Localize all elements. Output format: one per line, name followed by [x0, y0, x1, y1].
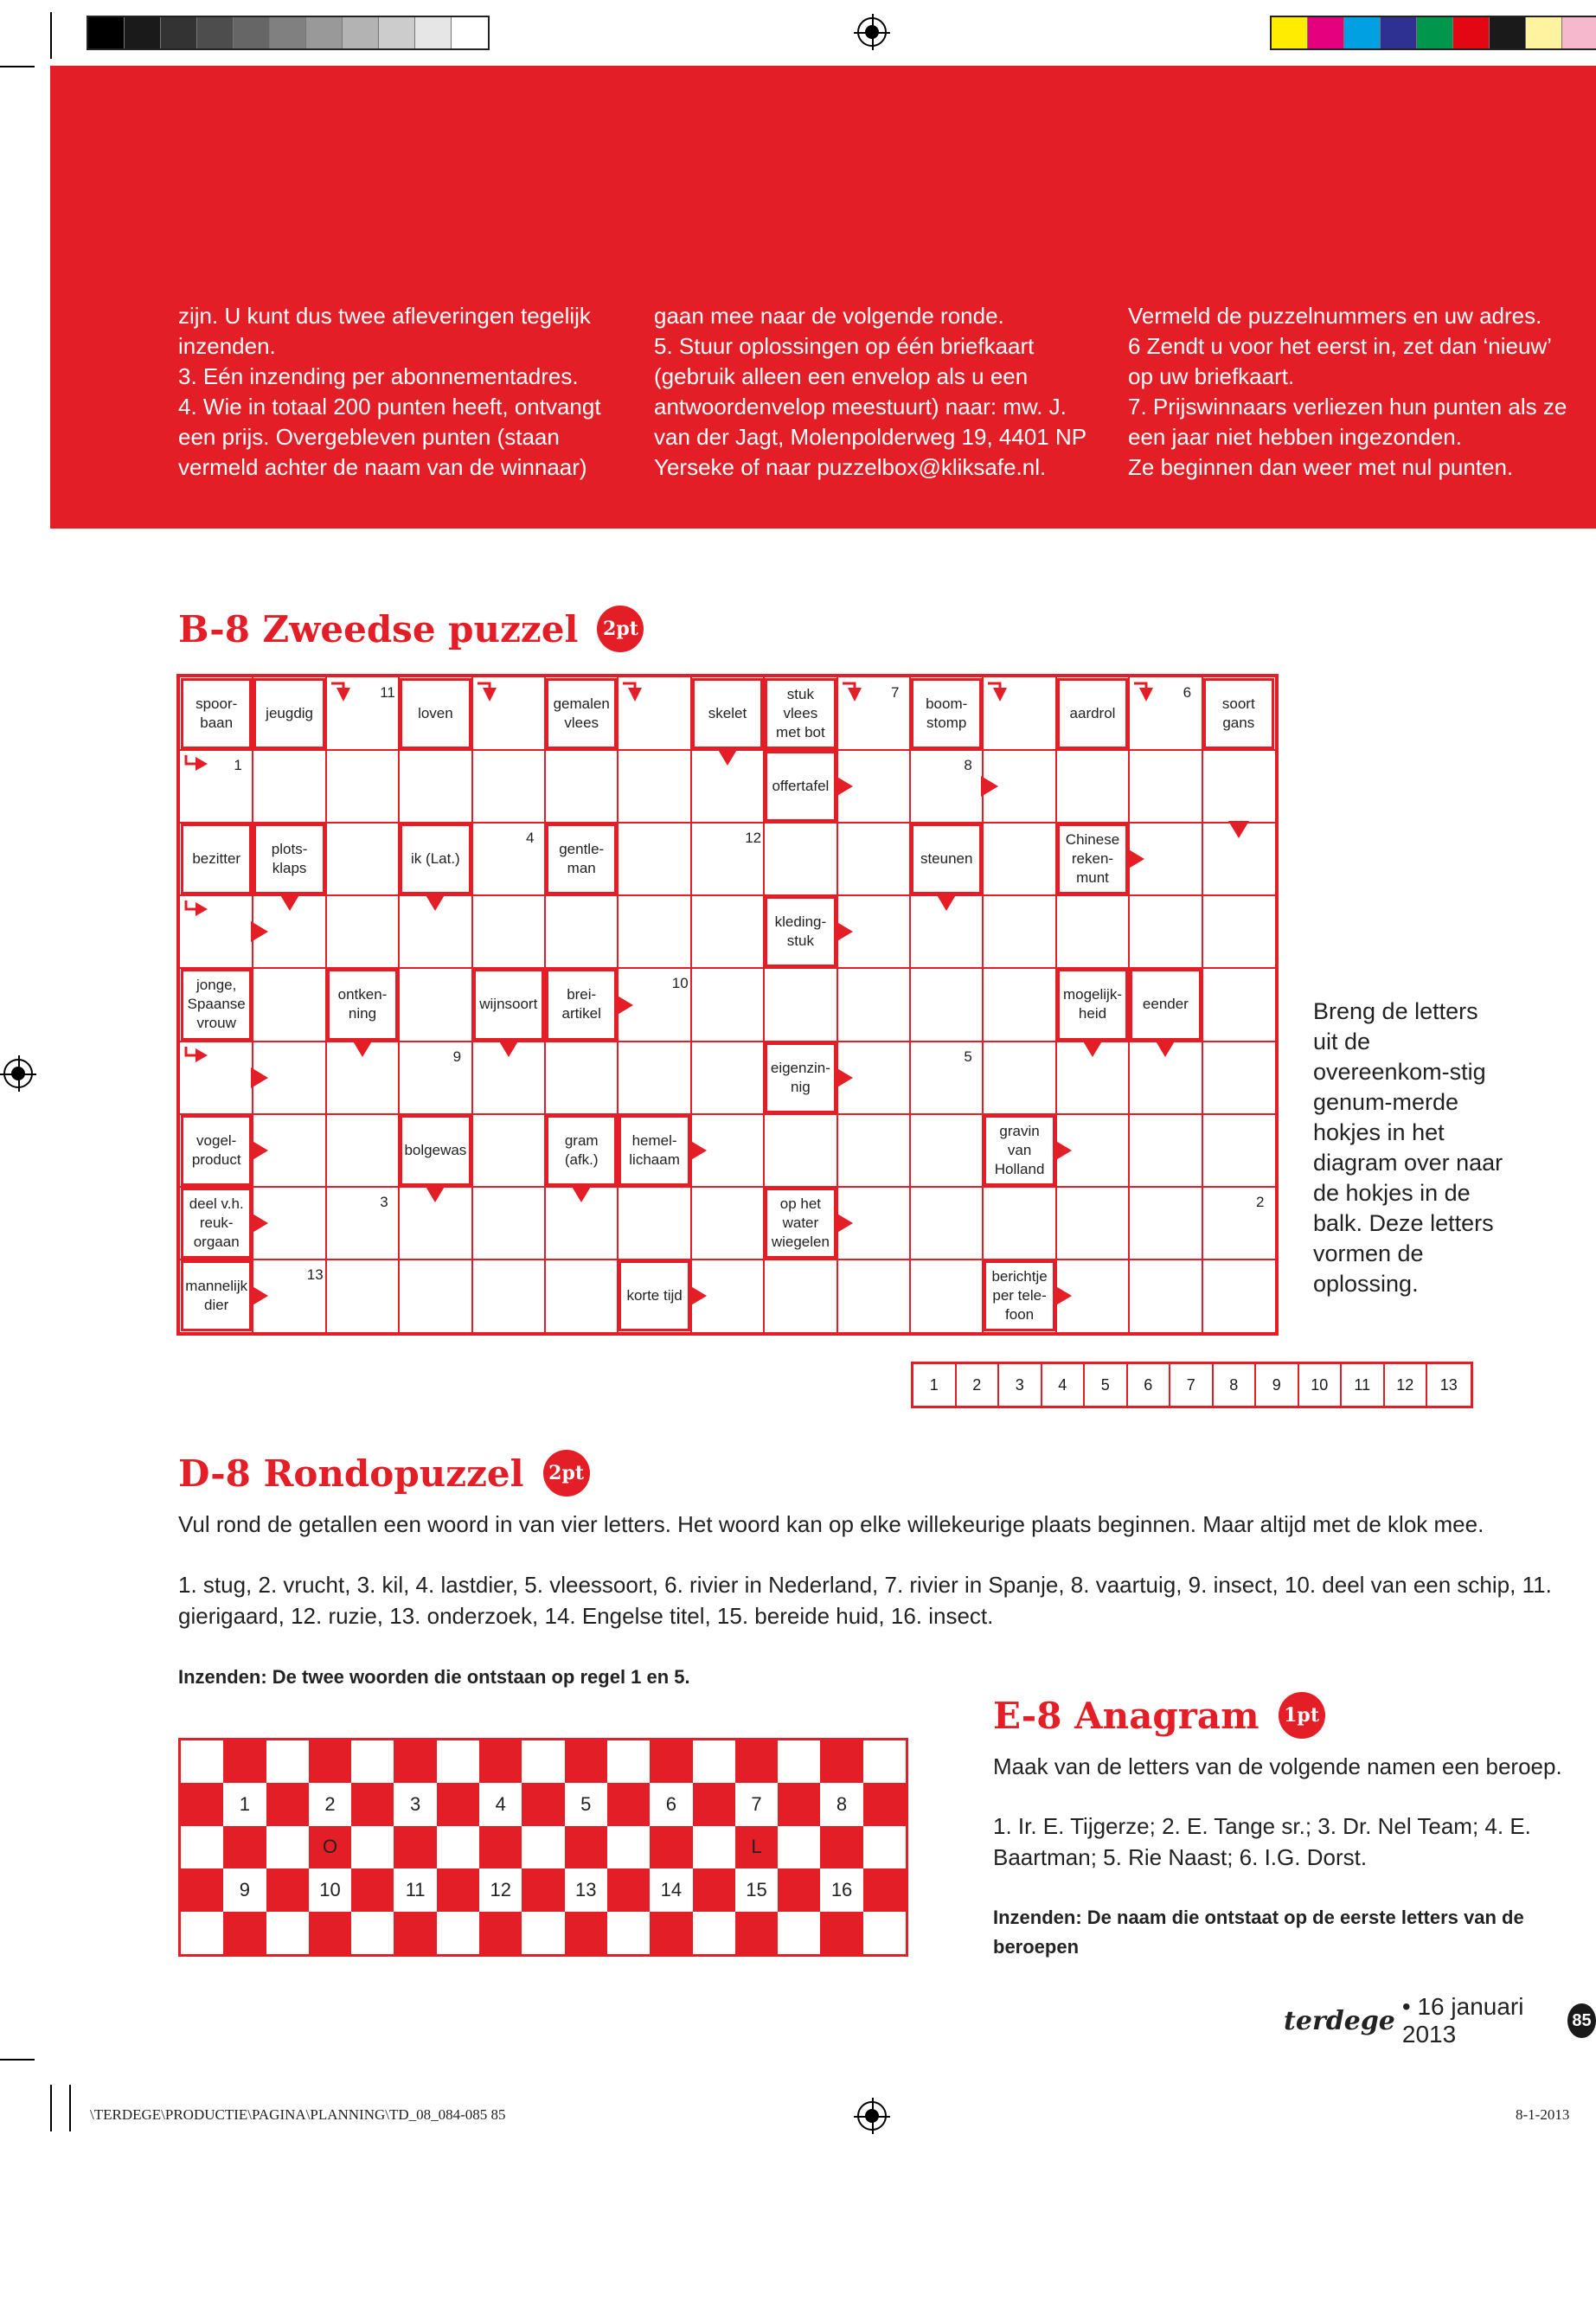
grid-line	[180, 1041, 1275, 1042]
rondo-red-cell	[863, 1868, 906, 1911]
rondo-red-cell	[437, 1783, 479, 1825]
arrow-down-icon	[498, 1040, 519, 1057]
rondo-cell: 1	[239, 1793, 251, 1816]
rondo-cell	[778, 1912, 820, 1954]
solution-bar	[911, 1362, 1473, 1408]
cell-number: 7	[891, 684, 900, 701]
rondo-cell	[863, 1740, 906, 1783]
bent-arrow-icon	[183, 753, 209, 776]
clue-cell: gravin van Holland	[984, 1115, 1054, 1186]
rondo-cell	[266, 1740, 309, 1783]
solution-cell: 3	[999, 1364, 1042, 1406]
rondo-cell: 9	[239, 1878, 251, 1900]
clue-cell: kleding- stuk	[765, 896, 836, 967]
rondo-red-cell	[565, 1740, 607, 1783]
rondo-cell: 7	[751, 1793, 762, 1816]
rondo-red-cell	[223, 1826, 266, 1868]
color-swatch	[1344, 17, 1381, 48]
points-badge: 2pt	[597, 606, 644, 652]
arrow-right-icon	[836, 921, 853, 942]
color-swatch	[197, 17, 234, 48]
rondo-red-cell	[181, 1868, 223, 1911]
arrow-right-icon	[836, 1213, 853, 1234]
issue-date: • 16 januari 2013	[1401, 1993, 1524, 2048]
cell-number: 10	[671, 975, 689, 992]
grid-line	[909, 677, 911, 1332]
rondo-cell	[863, 1912, 906, 1954]
clue-cell: loven	[400, 678, 471, 749]
crop-mark	[0, 66, 35, 67]
points-badge: 2pt	[543, 1450, 590, 1497]
rondo-cell: 12	[490, 1878, 511, 1900]
grid-line	[180, 1186, 1275, 1188]
clue-cell: brei- artikel	[546, 969, 617, 1040]
bent-arrow-icon	[183, 899, 209, 921]
rondo-cell: 14	[660, 1878, 683, 1900]
rondo-cell: 3	[409, 1793, 421, 1816]
rondo-clues: 1. stug, 2. vrucht, 3. kil, 4. lastdier, 5. vleessoort, 6. rivier in Nederland, 7. rivier in Spanje, 8. vaartuig, 9. insect, 10. deel van een schip, 11. gierigaard, 12. ruzie, 13. onderzoek, 14. Engelse titel, 15. bereide huid, 16. insect.	[178, 1572, 1552, 1629]
cell-number: 8	[964, 757, 972, 774]
swedish-puzzle-title: B-8 Zweedse puzzel 2pt	[178, 606, 644, 652]
rondo-red-cell: L	[735, 1826, 778, 1868]
rules-column-1: zijn. U kunt dus twee afleveringen tegelijk inzenden. 3. Eén inzending per abonnementadres. 4. Wie in totaal 200 punten heeft, ontvangt een prijs. Overgebleven punten (staan vermeld achter de naam van de winnaar)	[178, 303, 601, 480]
solution-cell: 1	[913, 1364, 957, 1406]
clue-cell: vogel- product	[181, 1115, 252, 1186]
clue-cell: bolgewas	[400, 1115, 471, 1186]
arrow-right-icon	[616, 995, 633, 1016]
arrow-right-icon	[981, 776, 998, 797]
arrow-right-icon	[251, 921, 268, 942]
rondo-red-cell	[778, 1783, 820, 1825]
clue-cell: hemel- lichaam	[619, 1115, 689, 1186]
arrow-right-icon	[1127, 849, 1144, 869]
bent-arrow-icon	[621, 681, 647, 703]
rondo-red-cell	[607, 1783, 650, 1825]
rondo-red-cell	[650, 1740, 692, 1783]
rondo-red-cell	[820, 1740, 862, 1783]
rondo-cell	[351, 1826, 394, 1868]
grid-line	[180, 1259, 1275, 1260]
color-swatch	[1272, 17, 1308, 48]
cell-number: 9	[452, 1048, 462, 1065]
registration-target-icon	[857, 17, 887, 47]
color-swatch	[1526, 17, 1562, 48]
rondo-cell	[693, 1912, 735, 1954]
rondo-cell	[351, 1912, 394, 1954]
rondo-cell	[863, 1826, 906, 1868]
clue-cell: stuk vlees met bot	[765, 678, 836, 749]
page-number: 85	[1567, 2003, 1596, 2038]
rondo-cell	[778, 1826, 820, 1868]
rondo-red-cell	[863, 1783, 906, 1825]
rondo-red-cell	[479, 1912, 522, 1954]
rondo-red-cell	[522, 1868, 564, 1911]
grid-line	[252, 677, 253, 1332]
clue-cell: boom- stomp	[911, 678, 982, 749]
color-swatch	[1308, 17, 1344, 48]
anagram-submit: Inzenden: De naam die ontstaat op de eerste letters van de beroepen	[993, 1907, 1524, 1958]
rondo-cell: 10	[319, 1878, 341, 1900]
rules-column-3: Vermeld de puzzelnummers en uw adres. 6 Zendt u voor het eerst in, zet dan ‘nieuw’ op uw briefkaart. 7. Prijswinnaars verliezen hun punten als ze een jaar niet hebben ingezonden. Ze beginnen dan weer met nul punten.	[1128, 303, 1567, 480]
color-swatch	[1453, 17, 1490, 48]
solution-cell: 8	[1214, 1364, 1257, 1406]
arrow-down-icon	[1155, 1040, 1176, 1057]
arrow-down-icon	[717, 748, 738, 766]
grid-line	[398, 677, 400, 1332]
arrow-right-icon	[1054, 1140, 1072, 1161]
solution-cell: 13	[1439, 1375, 1458, 1394]
solution-cell: 12	[1385, 1364, 1428, 1406]
arrow-right-icon	[251, 1140, 268, 1161]
grid-line	[690, 677, 692, 1332]
color-registration-bar	[1270, 16, 1596, 50]
anagram-intro: Maak van de letters van de volgende namen een beroep.	[993, 1753, 1562, 1779]
clue-cell: ontken- ning	[327, 969, 398, 1040]
rondo-cell: 4	[495, 1793, 506, 1816]
solution-cell: 10	[1299, 1364, 1343, 1406]
solution-cell: 6	[1128, 1364, 1171, 1406]
cell-number: 11	[380, 684, 395, 701]
clue-cell: wijnsoort	[473, 969, 544, 1040]
clue-cell: skelet	[692, 678, 763, 749]
bent-arrow-icon	[986, 681, 1012, 703]
rondo-red-cell	[820, 1826, 862, 1868]
anagram-title: E-8 Anagram 1pt	[993, 1692, 1325, 1739]
rondo-red-cell	[693, 1868, 735, 1911]
rondo-red-cell	[309, 1740, 351, 1783]
cell-number: 12	[745, 830, 762, 847]
rondo-red-cell	[479, 1826, 522, 1868]
cell-number: 5	[964, 1048, 972, 1065]
color-swatch	[1417, 17, 1453, 48]
rondo-red-cell	[522, 1783, 564, 1825]
clue-cell: jeugdig	[253, 678, 324, 749]
clue-cell: soort gans	[1203, 678, 1274, 749]
arrow-down-icon	[1228, 821, 1249, 838]
rondo-red-cell	[735, 1740, 778, 1783]
rondo-cell	[778, 1740, 820, 1783]
rondo-cell: 15	[746, 1878, 767, 1900]
arrow-down-icon	[936, 894, 957, 911]
arrow-right-icon	[689, 1285, 707, 1306]
rondo-cell	[607, 1912, 650, 1954]
arrow-down-icon	[279, 894, 300, 911]
registration-target-icon	[857, 2101, 887, 2131]
cell-number: 13	[306, 1266, 324, 1283]
color-swatch	[306, 17, 343, 48]
rondo-red-cell	[223, 1740, 266, 1783]
rondo-cell: 8	[836, 1793, 848, 1816]
rondo-cell	[522, 1826, 564, 1868]
grey-registration-bar	[87, 16, 490, 50]
footer-brand	[1284, 1993, 1596, 2048]
rondo-red-cell	[266, 1868, 309, 1911]
rondo-puzzle-title: D-8 Rondopuzzel 2pt	[178, 1450, 590, 1497]
points-badge: 1pt	[1279, 1692, 1325, 1739]
clue-cell: offertafel	[765, 751, 836, 822]
rondo-cell	[607, 1740, 650, 1783]
clue-cell: gram (afk.)	[546, 1115, 617, 1186]
clue-cell: berichtje per tele- foon	[984, 1260, 1054, 1331]
rondo-cell	[522, 1740, 564, 1783]
rondo-intro: Vul rond de getallen een woord in van vier letters. Het woord kan op elke willekeurige plaats beginnen. Maar altijd met de klok mee.	[178, 1511, 1484, 1537]
arrow-right-icon	[1054, 1285, 1072, 1306]
rondo-red-cell	[820, 1912, 862, 1954]
solution-cell: 5	[1085, 1364, 1128, 1406]
rondo-red-cell	[565, 1912, 607, 1954]
rondo-red-cell: O	[309, 1826, 351, 1868]
arrow-right-icon	[251, 1067, 268, 1088]
rondo-cell	[522, 1912, 564, 1954]
clue-cell: aardrol	[1057, 678, 1128, 749]
grid-line	[180, 1113, 1275, 1115]
rondo-cell	[437, 1740, 479, 1783]
rondo-submit: Inzenden: De twee woorden die ontstaan op regel 1 en 5.	[178, 1666, 690, 1688]
rondo-red-cell	[394, 1740, 436, 1783]
bent-arrow-icon	[841, 681, 867, 703]
cell-number: 6	[1183, 684, 1192, 701]
rondo-red-cell	[650, 1912, 692, 1954]
slug-path: \TERDEGE\PRODUCTIE\PAGINA\PLANNING\TD_08_084-085 85	[90, 2106, 506, 2123]
color-swatch	[379, 17, 415, 48]
color-swatch	[1490, 17, 1526, 48]
color-swatch	[452, 17, 488, 48]
arrow-down-icon	[1082, 1040, 1103, 1057]
bent-arrow-icon	[476, 681, 502, 703]
rondo-red-cell	[778, 1868, 820, 1911]
cell-number: 4	[526, 830, 535, 847]
rondo-red-cell	[479, 1740, 522, 1783]
clue-cell: steunen	[911, 824, 982, 894]
rondo-red-cell	[351, 1783, 394, 1825]
arrow-down-icon	[425, 1185, 445, 1202]
clue-cell: Chinese reken- munt	[1057, 824, 1128, 894]
rondo-cell	[693, 1740, 735, 1783]
rondo-red-cell	[181, 1783, 223, 1825]
arrow-right-icon	[836, 776, 853, 797]
terdege-logo: terdege	[1284, 2005, 1395, 2036]
rondo-red-cell	[437, 1868, 479, 1911]
solution-cell: 11	[1342, 1364, 1385, 1406]
color-swatch	[1562, 17, 1596, 48]
clue-cell: gentle- man	[546, 824, 617, 894]
arrow-down-icon	[571, 1185, 592, 1202]
color-swatch	[270, 17, 306, 48]
crop-mark	[0, 2059, 35, 2061]
clue-cell: mogelijk- heid	[1057, 969, 1128, 1040]
arrow-down-icon	[352, 1040, 373, 1057]
rondo-red-cell	[693, 1783, 735, 1825]
rondo-red-cell	[309, 1912, 351, 1954]
crop-mark	[69, 2085, 71, 2131]
arrow-right-icon	[689, 1140, 707, 1161]
color-swatch	[88, 17, 125, 48]
crop-mark	[50, 2085, 52, 2131]
color-swatch	[1381, 17, 1417, 48]
clue-cell: bezitter	[181, 824, 252, 894]
bent-arrow-icon	[183, 1045, 209, 1067]
swedish-puzzle-grid	[176, 674, 1279, 1336]
clue-cell: eigenzin- nig	[765, 1042, 836, 1113]
rondo-red-cell	[351, 1868, 394, 1911]
arrow-right-icon	[251, 1285, 268, 1306]
solution-cell: 9	[1256, 1364, 1299, 1406]
rondo-cell: 2	[324, 1793, 336, 1816]
rondo-red-cell	[735, 1912, 778, 1954]
rondo-grid	[178, 1738, 908, 1957]
color-swatch	[234, 17, 270, 48]
solution-cell: 7	[1170, 1364, 1214, 1406]
bent-arrow-icon	[1132, 681, 1158, 703]
rondo-cell	[607, 1826, 650, 1868]
clue-cell: mannelijk dier	[181, 1260, 252, 1331]
rondo-cell	[181, 1740, 223, 1783]
rondo-red-cell	[607, 1868, 650, 1911]
clue-cell: eender	[1130, 969, 1201, 1040]
rondo-cell	[181, 1826, 223, 1868]
clue-cell: korte tijd	[619, 1260, 689, 1331]
rondo-cell	[266, 1912, 309, 1954]
cell-number: 3	[380, 1193, 388, 1210]
rondo-cell	[693, 1826, 735, 1868]
solution-instructions: Breng de letters uit de overeenkom-stig genum-merde hokjes in het diagram over naar de hokjes in de balk. Deze letters vormen de oplossing.	[1313, 998, 1503, 1297]
rondo-cell	[266, 1826, 309, 1868]
solution-cell: 2	[957, 1364, 1000, 1406]
rondo-red-cell	[223, 1912, 266, 1954]
clue-cell: gemalen vlees	[546, 678, 617, 749]
rondo-cell	[181, 1912, 223, 1954]
arrow-right-icon	[251, 1213, 268, 1234]
clue-cell: op het water wiegelen	[765, 1188, 836, 1259]
rules-column-2: gaan mee naar de volgende ronde. 5. Stuur oplossingen op één briefkaart (gebruik alleen een envelop als u een antwoordenvelop meestuurt) naar: mw. J. van der Jagt, Molenpolderweg 19, 4401 NP Yerseke of naar puzzelbox@kliksafe.nl.	[654, 303, 1086, 480]
clue-cell: plots- klaps	[253, 824, 324, 894]
grid-line	[180, 894, 1275, 896]
registration-target-icon	[3, 1059, 33, 1088]
rondo-cell	[437, 1912, 479, 1954]
clue-cell: jonge, Spaanse vrouw	[181, 969, 252, 1040]
rondo-red-cell	[650, 1826, 692, 1868]
rondo-cell	[351, 1740, 394, 1783]
solution-cell: 4	[1042, 1364, 1086, 1406]
color-swatch	[125, 17, 161, 48]
cell-number: 2	[1256, 1193, 1265, 1210]
rondo-cell: 16	[830, 1878, 853, 1900]
rondo-cell: 13	[575, 1878, 597, 1900]
color-swatch	[343, 17, 379, 48]
anagram-items: 1. Ir. E. Tijgerze; 2. E. Tange sr.; 3. Dr. Nel Team; 4. E. Baartman; 5. Rie Naast; 6. I.G. Dorst.	[993, 1813, 1531, 1870]
grid-line	[1202, 677, 1203, 1332]
crop-mark	[50, 12, 52, 59]
rondo-red-cell	[394, 1826, 436, 1868]
rondo-cell: 5	[580, 1793, 592, 1816]
clue-cell: spoor- baan	[181, 678, 252, 749]
clue-cell: deel v.h. reuk- orgaan	[181, 1188, 252, 1259]
color-swatch	[415, 17, 452, 48]
arrow-right-icon	[836, 1067, 853, 1088]
arrow-down-icon	[425, 894, 445, 911]
rondo-red-cell	[394, 1912, 436, 1954]
rondo-red-cell	[266, 1783, 309, 1825]
cell-number: 1	[234, 757, 242, 774]
clue-cell: ik (Lat.)	[400, 824, 471, 894]
rondo-cell: 11	[405, 1878, 426, 1900]
color-swatch	[161, 17, 197, 48]
rondo-red-cell	[565, 1826, 607, 1868]
slug-date: 8-1-2013	[1516, 2106, 1570, 2123]
bent-arrow-icon	[330, 681, 356, 703]
rondo-cell	[437, 1826, 479, 1868]
rondo-cell: 6	[665, 1793, 676, 1816]
